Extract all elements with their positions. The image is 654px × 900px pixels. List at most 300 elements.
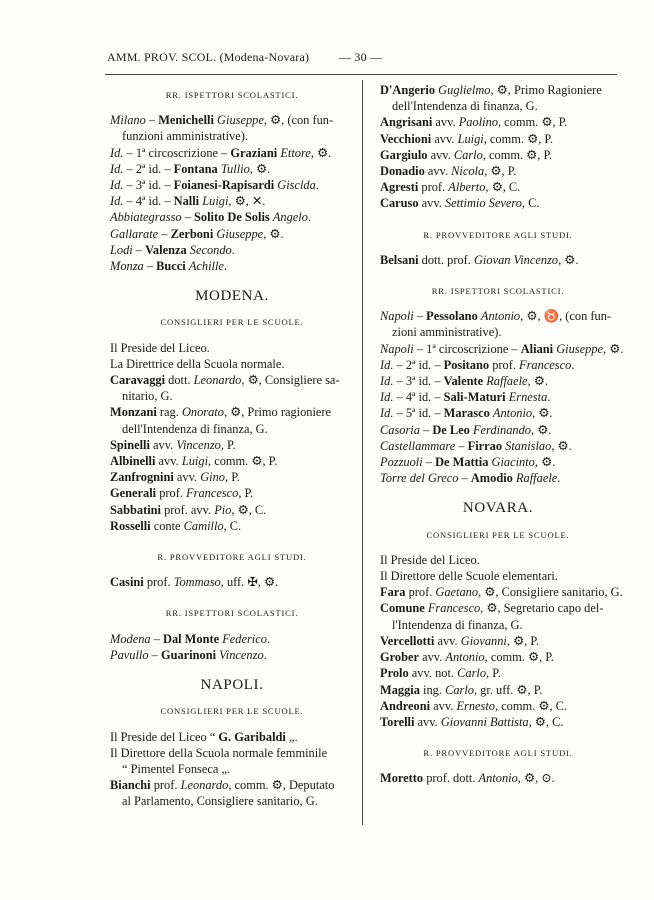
person-firstname: Angelo (272, 210, 308, 225)
person-surname: D'Angerio (380, 83, 436, 97)
person-firstname: Giacinto (491, 455, 535, 470)
person-firstname: Settimio Severo (444, 196, 522, 211)
city-title-novara: NOVARA. (462, 500, 534, 517)
separator: – 3ª id. – (393, 374, 444, 389)
title-text: avv. (149, 437, 177, 452)
list-entry (110, 469, 354, 485)
list-entry (380, 422, 616, 438)
list-entry (110, 574, 354, 590)
title-text: avv. (431, 131, 458, 146)
honours-text: , ⚙, (con fun- (263, 113, 334, 128)
honours-text: , comm. ⚙, P. (484, 650, 554, 665)
title-text: prof. dott. (423, 771, 479, 786)
honours-text: . (263, 647, 267, 662)
person-firstname: Tullio (220, 161, 250, 176)
title-text: dott. (165, 373, 194, 388)
honours-text: , ⚙, P. (484, 164, 517, 179)
honours-text: , comm. ⚙, Deputato (228, 778, 335, 793)
continuation-text: nitario, G. (122, 389, 173, 404)
separator: – 1ª circoscrizione – (413, 341, 521, 356)
entry-continuation (110, 761, 354, 777)
title-text: avv. (432, 115, 459, 130)
list-entry (380, 454, 616, 470)
entry-continuation (110, 128, 354, 144)
person-firstname: Giuseppe (217, 113, 264, 128)
person-firstname: Stanislao (505, 438, 552, 453)
list-entry (110, 453, 354, 469)
continuation-text: zioni amministrative). (392, 325, 502, 340)
honours-text: , ⚙, C. (231, 502, 267, 517)
honours-text: . (547, 390, 551, 405)
list-entry (380, 131, 616, 147)
title-text: prof. (156, 486, 187, 501)
honours-text: , P. (486, 666, 501, 681)
person-firstname: Leonardo (193, 373, 242, 388)
honours-text: , ⚙, ⊙. (517, 771, 555, 786)
list-entry (110, 161, 354, 177)
person-surname: Amodio (470, 471, 513, 486)
continuation-text: dell'Intendenza di finanza, G. (392, 99, 538, 114)
list-entry (380, 308, 616, 324)
page-number: — 30 — (339, 50, 383, 64)
honours-text: , C. (521, 196, 540, 211)
list-entry (380, 698, 616, 714)
honours-text: , ⚙, Segretario capo del- (480, 601, 604, 616)
person-surname: Casini (110, 575, 144, 590)
person-surname: Positano (443, 357, 490, 372)
location-name: Gallarate (110, 226, 159, 241)
separator: – (148, 647, 161, 662)
title-text: avv. (173, 470, 201, 485)
separator: – 4ª id. – (393, 390, 444, 405)
location-name: Napoli (380, 341, 414, 356)
list-entry (380, 568, 616, 584)
person-surname: Caravaggi (110, 373, 166, 388)
list-entry (110, 177, 354, 193)
honours-text: . (315, 178, 319, 193)
list-entry (110, 729, 354, 745)
honours-text: . (223, 259, 228, 274)
list-entry (110, 356, 354, 372)
person-firstname: Luigi (457, 131, 484, 146)
running-title: AMM. PROV. SCOL. (Modena-Novara) (107, 50, 310, 64)
right-column (380, 82, 624, 787)
separator: – (132, 242, 146, 257)
section-heading: R. PROVVEDITORE AGLI STUDI. (423, 748, 573, 759)
separator: – (413, 309, 427, 324)
person-surname: Menichelli (158, 113, 214, 128)
honours-text: , ⚙. (603, 341, 624, 356)
location-name: Torre del Greco (380, 471, 459, 486)
list-entry (110, 258, 354, 274)
person-firstname: Carlo (457, 666, 487, 681)
person-firstname: Gisclda (277, 178, 316, 193)
honours-text: . (266, 631, 271, 646)
location-name: Napoli (380, 309, 414, 324)
section-heading: RR. ISPETTORI SCOLASTICI. (165, 608, 299, 619)
section-heading: RR. ISPETTORI SCOLASTICI. (165, 90, 299, 100)
entry-text: Il Preside del Liceo. (110, 340, 210, 355)
title-text: prof. (143, 575, 174, 590)
honours-text: , C. (223, 518, 242, 533)
list-entry (110, 745, 354, 761)
entry-continuation (110, 421, 354, 437)
person-surname: Bucci (156, 259, 186, 274)
honours-text: , comm. ⚙, P. (497, 115, 568, 130)
list-entry (110, 226, 354, 242)
section-heading: CONSIGLIERI PER LE SCUOLE. (426, 529, 570, 540)
person-firstname: Guglielmo (438, 83, 491, 97)
person-surname: Solito De Solis (193, 210, 270, 225)
title-text: prof. (405, 585, 436, 600)
list-entry (110, 372, 354, 388)
person-surname: Sali-Maturi (443, 390, 506, 405)
person-firstname: Onorato (181, 405, 224, 420)
title-text: dott. prof. (418, 252, 474, 267)
person-surname: Rosselli (110, 518, 151, 533)
list-entry (380, 405, 616, 421)
person-firstname: Francesco (519, 357, 572, 372)
list-entry (380, 357, 616, 373)
list-entry (380, 195, 616, 211)
honours-text: , comm. ⚙, P. (483, 131, 554, 146)
location-name: Castellammare (380, 438, 456, 453)
person-firstname: Achille (188, 259, 224, 274)
person-firstname: Antonio (480, 309, 521, 324)
location-name: Id. (380, 390, 394, 405)
list-entry (380, 770, 616, 786)
list-entry (110, 647, 354, 663)
person-firstname: Nicola (451, 164, 485, 179)
continuation-text: l'Intendenza di finanza, G. (392, 617, 523, 632)
list-entry (380, 114, 616, 130)
person-firstname: Paolino (458, 115, 498, 130)
title-text: conte (150, 518, 184, 533)
person-firstname: Pio (214, 502, 232, 517)
honours-text: , P. (220, 437, 236, 452)
person-surname: De Mattia (435, 455, 489, 470)
section-heading: R. PROVVEDITORE AGLI STUDI. (423, 229, 573, 240)
list-entry (110, 404, 354, 420)
honours-text: , ⚙, Consigliere sanitario, G. (478, 585, 623, 600)
honours-text: , P. (225, 470, 240, 485)
honours-text: , ⚙. (249, 161, 271, 176)
list-entry (110, 485, 354, 501)
person-firstname: Ettore (280, 145, 311, 160)
location-name: Id. (380, 406, 394, 421)
title-text: prof. (150, 778, 181, 793)
person-firstname: Antonio (445, 650, 485, 665)
honours-text: , ⚙, P. (506, 633, 539, 648)
title-text: avv. (430, 698, 457, 713)
separator: – 2ª id. – (123, 161, 174, 176)
person-surname: Vercellotti (380, 633, 435, 648)
person-firstname: Vincenzo (219, 647, 264, 662)
title-text: prof. (489, 357, 520, 372)
list-entry (380, 714, 616, 730)
list-entry (380, 665, 616, 681)
honours-text: „. (285, 729, 298, 744)
honours-text: , ⚙. (310, 145, 332, 160)
title-text: avv. (427, 147, 454, 162)
modena-provveditore (110, 574, 354, 590)
person-surname: Nalli (173, 194, 200, 209)
person-surname: Aliani (520, 341, 554, 356)
person-surname: Marasco (443, 406, 490, 421)
person-firstname: Raffaele (515, 471, 558, 486)
person-surname: Firrao (467, 438, 503, 453)
honours-text: , ⚙. (534, 455, 556, 470)
separator: – (158, 226, 171, 241)
list-entry (110, 437, 354, 453)
title-text: avv. (434, 633, 461, 648)
person-surname: Guarinoni (160, 647, 217, 662)
list-entry (380, 252, 616, 268)
honours-text: , comm. ⚙, C. (494, 698, 568, 713)
separator: – (422, 455, 436, 470)
location-name: Pozzuoli (380, 455, 423, 470)
honours-text: , comm. ⚙, P. (208, 454, 278, 469)
title-text: rag. (156, 405, 182, 420)
person-firstname: Luigi (181, 454, 209, 469)
list-entry (380, 438, 616, 454)
person-firstname: Carlo (445, 682, 474, 697)
person-surname: Spinelli (110, 437, 150, 452)
list-entry (110, 145, 354, 161)
honours-text: , ⚙, C. (528, 714, 564, 729)
entry-prefix: Il Preside del Liceo “ (110, 729, 219, 744)
person-firstname: Leonardo (180, 778, 229, 793)
honours-text: . (307, 210, 312, 225)
list-entry (380, 600, 616, 616)
location-name: Id. (380, 357, 394, 372)
person-firstname: Giuseppe (556, 341, 604, 356)
separator: – (145, 113, 159, 128)
person-firstname: Francesco (186, 486, 239, 501)
list-entry (380, 633, 616, 649)
person-firstname: Ernesta (508, 390, 548, 405)
person-surname: G. Garibaldi (218, 729, 286, 744)
title-text: ing. (419, 682, 446, 697)
list-entry (110, 193, 354, 209)
continuation-text: al Parlamento, Consigliere sanitario, G. (122, 794, 318, 809)
separator: – (455, 438, 468, 453)
honours-text: , uff. ✠, ⚙. (220, 575, 279, 590)
person-surname: Agresti (380, 180, 419, 195)
honours-text: , ⚙. (531, 422, 552, 437)
honours-text: , ⚙, ✕. (228, 194, 266, 209)
separator: – 1ª circoscrizione – (123, 145, 231, 160)
person-firstname: Federico (222, 631, 267, 646)
section-heading: CONSIGLIERI PER LE SCUOLE. (160, 706, 304, 717)
person-firstname: Giuseppe (216, 226, 264, 241)
honours-text: , ⚙, Primo ragioniere (223, 405, 332, 420)
list-entry (110, 518, 354, 534)
person-firstname: Raffaele (486, 374, 528, 389)
person-firstname: Giovan Vincenzo (473, 252, 559, 267)
novara-councillors (380, 552, 623, 730)
list-entry (380, 584, 623, 600)
list-entry (110, 112, 354, 128)
list-entry (380, 341, 624, 357)
list-entry (380, 389, 616, 405)
separator: – (181, 210, 194, 225)
location-name: Id. (110, 161, 124, 176)
honours-text: , comm. ⚙, P. (482, 147, 553, 162)
person-firstname: Giovanni Battista (440, 714, 529, 729)
person-surname: De Leo (432, 422, 470, 437)
person-surname: Graziani (230, 145, 278, 160)
honours-text: . (231, 242, 235, 257)
napoli-inspectors (380, 308, 624, 486)
location-name: Id. (110, 194, 124, 209)
person-firstname: Luigi (202, 194, 229, 209)
person-surname: Andreoni (380, 698, 431, 713)
person-surname: Fara (380, 585, 406, 600)
modena-inspectors (110, 631, 354, 663)
list-entry (380, 82, 616, 98)
title-text: prof. avv. (160, 502, 215, 517)
honours-text: , gr. uff. ⚙, P. (473, 682, 543, 697)
person-firstname: Alberto (448, 180, 486, 195)
person-surname: Angrisani (380, 115, 433, 130)
person-surname: Grober (380, 650, 419, 665)
honours-text: , ⚙. (263, 226, 284, 241)
person-firstname: Camillo (183, 518, 224, 533)
napoli-provveditore (380, 252, 616, 268)
location-name: Lodi (110, 242, 133, 257)
person-surname: Torelli (380, 714, 415, 729)
list-entry (110, 340, 354, 356)
person-surname: Zanfrognini (110, 470, 174, 485)
separator: – (143, 259, 157, 274)
honours-text: , ⚙. (558, 252, 579, 267)
honours-text: , P. (238, 486, 254, 501)
separator: – 5ª id. – (393, 406, 444, 421)
entry-continuation (380, 617, 616, 633)
honours-text: . (557, 471, 561, 486)
honours-text: , ⚙, ♉, (con fun- (520, 309, 612, 324)
list-entry (380, 179, 616, 195)
list-entry (380, 470, 616, 486)
entry-continuation (110, 388, 354, 404)
section-heading: RR. ISPETTORI SCOLASTICI. (431, 286, 565, 297)
person-firstname: Giovanni (460, 633, 507, 648)
separator: – 3ª id. – (123, 178, 174, 193)
separator: – 2ª id. – (393, 357, 444, 372)
continuation-text: dell'Intendenza di finanza, G. (122, 421, 268, 436)
continuation-text: funzioni amministrative). (122, 129, 248, 144)
list-entry (380, 682, 616, 698)
list-entry (380, 147, 616, 163)
napoli-councillors-continued (380, 82, 616, 212)
person-surname: Maggia (380, 682, 420, 697)
person-surname: Albinelli (110, 454, 156, 469)
list-entry (380, 552, 616, 568)
milano-inspectors (110, 112, 354, 274)
title-text: prof. (418, 180, 449, 195)
person-firstname: Gaetano (435, 585, 479, 600)
person-surname: Sabbatini (110, 502, 161, 517)
location-name: Id. (110, 178, 124, 193)
entry-continuation (380, 98, 616, 114)
location-name: Monza (110, 259, 144, 274)
separator: – (419, 422, 433, 437)
person-surname: Fontana (173, 161, 218, 176)
person-surname: Vecchioni (380, 131, 432, 146)
title-text: avv. (155, 454, 182, 469)
person-firstname: Ernesto (456, 698, 495, 713)
section-heading: CONSIGLIERI PER LE SCUOLE. (160, 317, 304, 328)
continuation-text: “ Pimentel Fonseca „. (122, 761, 231, 776)
list-entry (380, 649, 616, 665)
person-surname: Foianesi-Rapisardi (173, 178, 275, 193)
city-title-modena: MODENA. (195, 288, 269, 305)
city-title-napoli: NAPOLI. (200, 677, 264, 694)
person-firstname: Antonio (492, 406, 533, 421)
person-firstname: Secondo (189, 242, 232, 257)
person-surname: Monzani (110, 405, 157, 420)
list-entry (380, 163, 616, 179)
location-name: Id. (380, 374, 394, 389)
separator: – 4ª id. – (123, 194, 174, 209)
person-surname: Donadio (380, 164, 425, 179)
entry-text: Il Direttore delle Scuole elementari. (380, 569, 558, 584)
person-firstname: Vincenzo (176, 437, 221, 452)
person-firstname: Ferdinando (472, 422, 531, 437)
list-entry (110, 242, 354, 258)
title-text: avv. not. (408, 666, 458, 681)
entry-continuation (110, 793, 354, 809)
location-name: Modena (110, 631, 151, 646)
modena-councillors (110, 340, 354, 534)
title-text: avv. (414, 714, 441, 729)
honours-text: , ⚙, Primo Ragioniere (490, 83, 602, 97)
entry-text: Il Preside del Liceo. (380, 552, 480, 567)
separator: – (150, 631, 163, 646)
header-rule (105, 74, 617, 75)
person-surname: Bianchi (110, 778, 151, 793)
person-surname: Gargiulo (380, 147, 428, 162)
person-firstname: Antonio (478, 771, 518, 786)
location-name: Pavullo (110, 647, 149, 662)
honours-text: , ⚙, Consigliere sa- (241, 373, 340, 388)
left-column (110, 82, 354, 810)
honours-text: , ⚙. (527, 374, 548, 389)
separator: – (458, 471, 471, 486)
list-entry (110, 209, 354, 225)
person-surname: Moretto (380, 771, 424, 786)
list-entry (110, 502, 354, 518)
location-name: Casoria (380, 422, 420, 437)
person-firstname: Tommaso (173, 575, 221, 590)
section-heading: R. PROVVEDITORE AGLI STUDI. (157, 552, 307, 563)
person-surname: Generali (110, 486, 157, 501)
column-divider (362, 80, 363, 825)
location-name: Id. (110, 145, 124, 160)
person-surname: Prolo (380, 666, 409, 681)
person-firstname: Francesco (427, 601, 481, 616)
person-surname: Belsani (380, 252, 419, 267)
napoli-councillors (110, 729, 354, 810)
list-entry (110, 631, 354, 647)
list-entry (110, 777, 354, 793)
entry-text: Il Direttore della Scuola normale femminile (110, 745, 328, 760)
location-name: Milano (110, 113, 146, 128)
person-firstname: Gino (200, 470, 225, 485)
person-surname: Dal Monte (163, 631, 220, 646)
person-surname: Comune (380, 601, 425, 616)
